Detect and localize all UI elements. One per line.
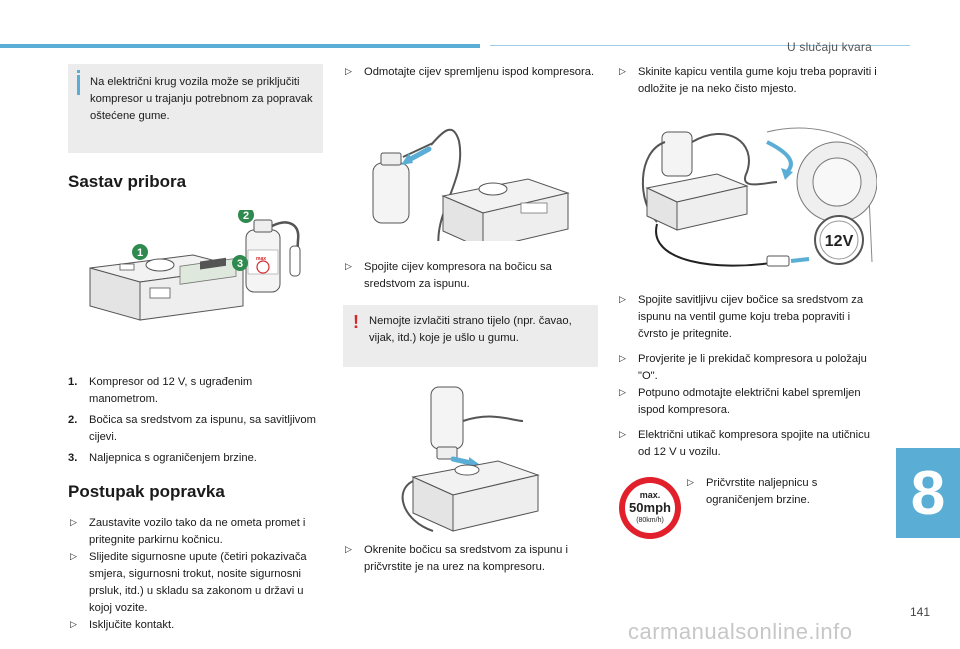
column-2 [343,64,598,576]
callout-label: 3 [236,258,244,270]
triangle-right-icon: ▷ [70,552,77,562]
step-item: ▷ Okrenite bočicu sa sredstvom za ispunu i pričvrstite je na urez na kompresoru. [345,544,568,573]
page-number: 141 [909,605,930,619]
info-box [68,64,323,153]
warning-box [343,305,598,367]
step-item: ▷ Potpuno odmotajte električni kabel spremljen ispod kompresora. [619,387,861,416]
triangle-right-icon: ▷ [619,430,626,440]
kit-illustration [68,210,323,360]
triangle-right-icon: ▷ [345,545,352,555]
kit-list [68,374,323,467]
info-text: Na električni krug vozila može se priključiti kompresor u trajanju potrebnom za popravak oštećene gume. [90,76,313,122]
triangle-right-icon: ▷ [619,67,626,77]
triangle-right-icon: ▷ [619,388,626,398]
heading-repair: Postupak popravka [68,482,225,501]
svg-text:max: max [256,256,267,262]
kit-item: 1. Kompresor od 12 V, s ugrađenim manometrom. [68,376,253,405]
repair-steps [68,515,323,634]
triangle-right-icon: ▷ [345,67,352,77]
sticker-main: 50mph [629,500,671,515]
step-item: ▷ Provjerite je li prekidač kompresora u položaju "O". [619,353,867,382]
heading-kit: Sastav pribora [68,172,187,191]
column-3 [617,64,877,545]
tyre-connection-illustration [617,112,877,282]
step-item: ▷ Spojite cijev kompresora na bočicu sa sredstvom za ispunu. [345,261,552,290]
sticker-step [617,475,877,545]
triangle-right-icon: ▷ [345,262,352,272]
column-1 [68,64,323,634]
step-item: ▷ Električni utikač kompresora spojite na utičnicu od 12 V u vozilu. [619,429,870,458]
section-title: U slučaju kvara [786,40,872,54]
callout-label: 2 [242,210,250,222]
step-item: ▷ Slijedite sigurnosne upute (četiri pokazivača smjera, sigurnosni trokut, nosite sigurnosni prsluk, itd.) u skladu sa zakonom u državi u kojoj vozite. [70,551,307,614]
connection-steps [617,292,877,461]
socket-label: 12V [824,233,854,250]
header-accent-bar [0,44,480,48]
callout-label: 1 [136,247,144,259]
warning-text: Nemojte izvlačiti strano tijelo (npr. čavao, vijak, itd.) koje je ušlo u gumu. [369,315,572,344]
kit-item: 3. Naljepnica s ograničenjem brzine. [68,452,257,464]
step-item: ▷ Spojite savitljivu cijev bočice sa sredstvom za ispunu na ventil gume koju treba popraviti i čvrsto je pritegnite. [619,294,864,340]
triangle-right-icon: ▷ [619,295,626,305]
sticker-sub: (80km/h) [636,517,664,524]
triangle-right-icon: ▷ [687,478,694,488]
watermark: carmanualsonline.info [628,619,853,644]
info-icon [77,75,80,95]
triangle-right-icon: ▷ [70,518,77,528]
step-item: ▷ Skinite kapicu ventila gume koju treba popraviti i odložite je na neko čisto mjesto. [619,66,877,95]
step-item: ▷ Isključite kontakt. [68,617,323,634]
triangle-right-icon: ▷ [619,354,626,364]
step-item: ▷ Zaustavite vozilo tako da ne ometa promet i pritegnite parkirnu kočnicu. [70,517,306,546]
exclamation-icon: ! [353,312,359,332]
speed-limit-sticker [617,475,683,541]
step-item: ▷ Odmotajte cijev spremljenu ispod kompresora. [343,64,598,81]
chapter-tab: 8 [896,448,960,538]
turn-bottle-illustration [343,381,598,536]
step-item: ▷ Pričvrstite naljepnicu s ograničenjem brzine. [687,477,818,506]
connect-hose-illustration [343,91,598,241]
sticker-top: max. [639,490,661,500]
kit-item: 2. Bočica sa sredstvom za ispunu, sa savitljivom cijevi. [68,414,316,443]
triangle-right-icon: ▷ [70,620,77,630]
